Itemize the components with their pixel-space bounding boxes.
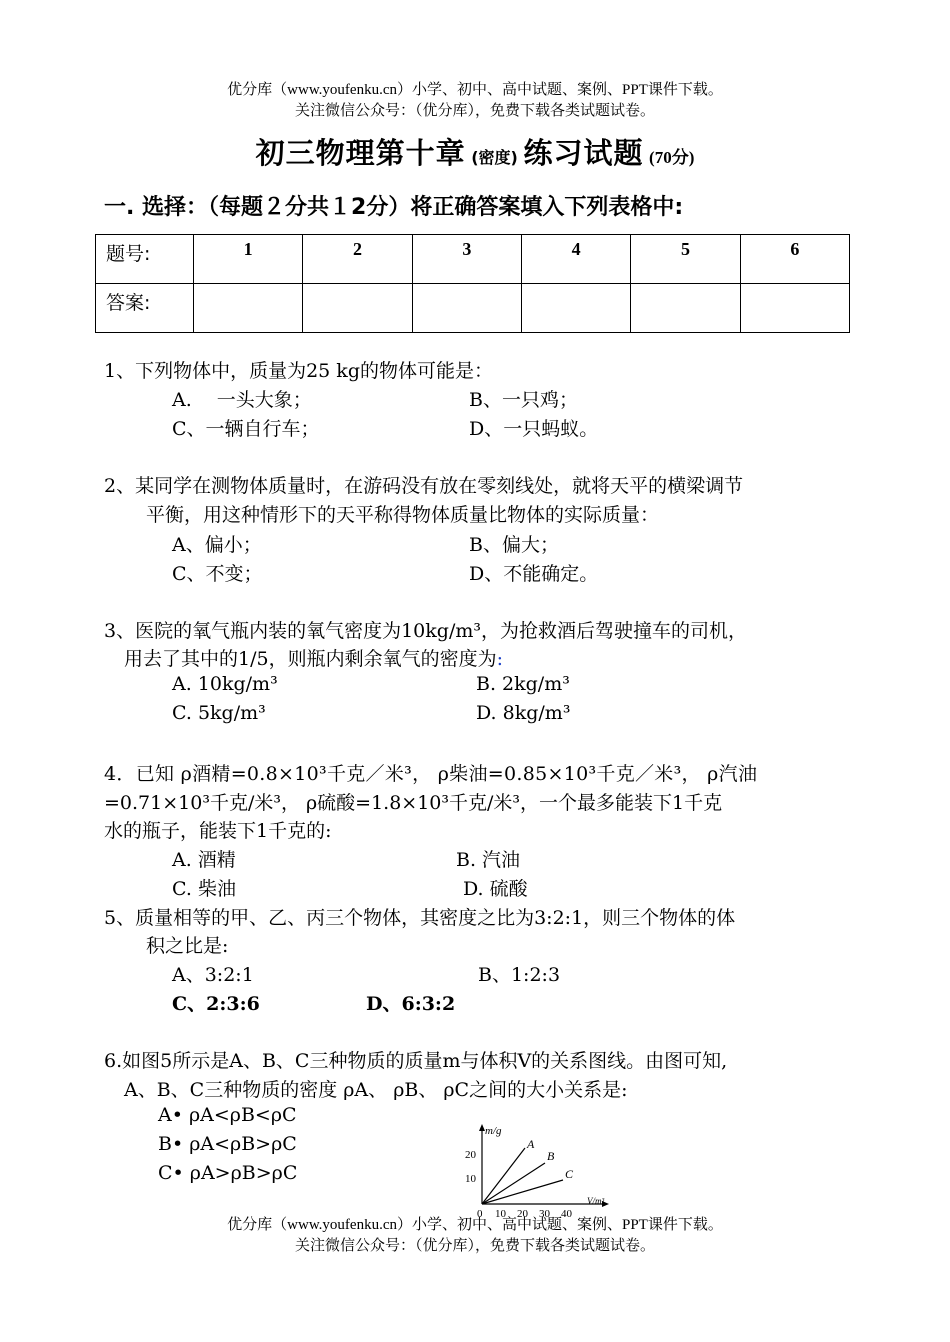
q4-option-d: D. 硫酸: [463, 878, 528, 900]
q3-stem-1: 3、医院的氧气瓶内装的氧气密度为10kg/m³，为抢救酒后驾驶撞车的司机，: [104, 620, 747, 642]
table-label-number: 题号:: [96, 235, 194, 284]
footer-line-2: 关注微信公众号：（优分库），免费下载各类试题试卷。: [294, 1238, 655, 1254]
header-line-2: 关注微信公众号：（优分库），免费下载各类试题试卷。: [294, 103, 655, 119]
line-c: [482, 1180, 563, 1204]
q1-option-a: A. 一头大象；: [172, 389, 312, 411]
table-cell-number: 4: [521, 235, 630, 284]
q6-option-c: C• ρA>ρB>ρC: [158, 1162, 298, 1184]
table-row: [96, 284, 850, 333]
x-axis-label: V/m³: [587, 1196, 605, 1206]
q4-option-c: C. 柴油: [172, 878, 236, 900]
q4-line-2: =0.71×10³千克/米³， ρ硫酸=1.8×10³千克/米³，一个最多能装下1千克: [104, 792, 723, 814]
q5-option-c: C、2:3:6: [172, 993, 260, 1015]
q5-option-b: B、1:2:3: [478, 964, 561, 986]
line-a: [482, 1148, 525, 1204]
table-label-answer: 答案:: [96, 284, 194, 333]
page-title: 初三物理第十章 (密度) 练习试题 (70分): [255, 136, 695, 170]
q6-stem-1: 6.如图5所示是A、B、C三种物质的质量m与体积V的关系图线。由图可知,: [104, 1050, 728, 1072]
q1-option-b: B、一只鸡；: [469, 389, 578, 411]
q3-option-a: A. 10kg/m³: [172, 673, 278, 695]
answer-cell[interactable]: [521, 284, 630, 333]
answer-cell[interactable]: [412, 284, 521, 333]
x-tick: 10: [495, 1208, 506, 1220]
q1-stem: 1、下列物体中，质量为25 kg的物体可能是：: [104, 360, 493, 382]
answer-table: [95, 234, 850, 333]
q5-stem-2: 积之比是:: [146, 935, 229, 957]
answer-cell[interactable]: [303, 284, 412, 333]
y-tick: 20: [465, 1149, 476, 1161]
x-tick: 20: [517, 1208, 528, 1220]
line-b-label: B: [547, 1149, 555, 1163]
answer-cell[interactable]: [194, 284, 303, 333]
x-tick: 40: [561, 1208, 572, 1220]
answer-cell[interactable]: [631, 284, 740, 333]
q3-stem-2-wrap: [124, 644, 503, 671]
q4-line-3: 水的瓶子，能装下1千克的:: [104, 820, 332, 842]
q5-option-d: D、6:3:2: [366, 993, 456, 1015]
title-main: 初三物理第十章: [255, 136, 466, 170]
y-axis-label: m/g: [485, 1125, 502, 1137]
q6-stem-2: A、B、C三种物质的密度 ρA、 ρB、 ρC之间的大小关系是:: [124, 1079, 628, 1101]
q2-option-c: C、不变；: [172, 563, 263, 585]
q3-option-b: B. 2kg/m³: [476, 673, 570, 695]
y-tick: 10: [465, 1173, 476, 1185]
q3-stem-2: 用去了其中的1/5，则瓶内剩余氧气的密度为: [124, 648, 497, 670]
q2-option-a: A、偏小；: [172, 534, 262, 556]
table-cell-number: 6: [740, 235, 849, 284]
answer-cell[interactable]: [740, 284, 849, 333]
q3-colon: :: [496, 648, 503, 670]
table-cell-number: 2: [303, 235, 412, 284]
q6-option-b: B• ρA<ρB>ρC: [158, 1133, 297, 1155]
q4-option-a: A. 酒精: [172, 849, 236, 871]
footer-line-1: 优分库（www.youfenku.cn）小学、初中、高中试题、案例、PPT课件下载。: [227, 1217, 723, 1233]
line-b: [482, 1163, 545, 1204]
title-paren: 密度: [478, 148, 511, 167]
q5-stem-1: 5、质量相等的甲、乙、丙三个物体，其密度之比为3:2:1，则三个物体的体: [104, 907, 736, 929]
q3-option-c: C. 5kg/m³: [172, 702, 266, 724]
header-line-1: 优分库（www.youfenku.cn）小学、初中、高中试题、案例、PPT课件下载。: [227, 82, 723, 98]
table-row: [96, 235, 850, 284]
title-sub: 练习试题: [523, 136, 644, 170]
line-c-label: C: [565, 1167, 574, 1181]
q2-stem-1: 2、某同学在测物体质量时，在游码没有放在零刻线处，就将天平的横梁调节: [104, 475, 744, 497]
mass-volume-figure: [455, 1118, 625, 1222]
table-cell-number: 3: [412, 235, 521, 284]
q3-option-d: D. 8kg/m³: [476, 702, 571, 724]
q4-option-b: B. 汽油: [456, 849, 521, 871]
table-cell-number: 1: [194, 235, 303, 284]
q1-option-c: C、一辆自行车；: [172, 418, 320, 440]
q4-line-1: 4．已知 ρ酒精=0.8×10³千克／米³， ρ柴油=0.85×10³千克／米³， ρ汽油: [104, 763, 758, 785]
section-heading: 一. 选择：（每题２分共１2分）将正确答案填入下列表格中:: [104, 195, 684, 220]
q6-option-a: A• ρA<ρB<ρC: [158, 1104, 297, 1126]
q2-option-b: B、偏大；: [469, 534, 559, 556]
x-tick: 0: [477, 1208, 483, 1220]
q1-option-d: D、一只蚂蚁。: [469, 418, 599, 440]
q2-option-d: D、不能确定。: [469, 563, 599, 585]
q5-option-a: A、3:2:1: [172, 964, 254, 986]
q2-stem-2: 平衡，用这种情形下的天平称得物体质量比物体的实际质量：: [146, 504, 660, 526]
table-cell-number: 5: [631, 235, 740, 284]
title-score: (70分): [649, 148, 695, 167]
line-a-label: A: [527, 1137, 535, 1151]
x-tick: 30: [539, 1208, 550, 1220]
